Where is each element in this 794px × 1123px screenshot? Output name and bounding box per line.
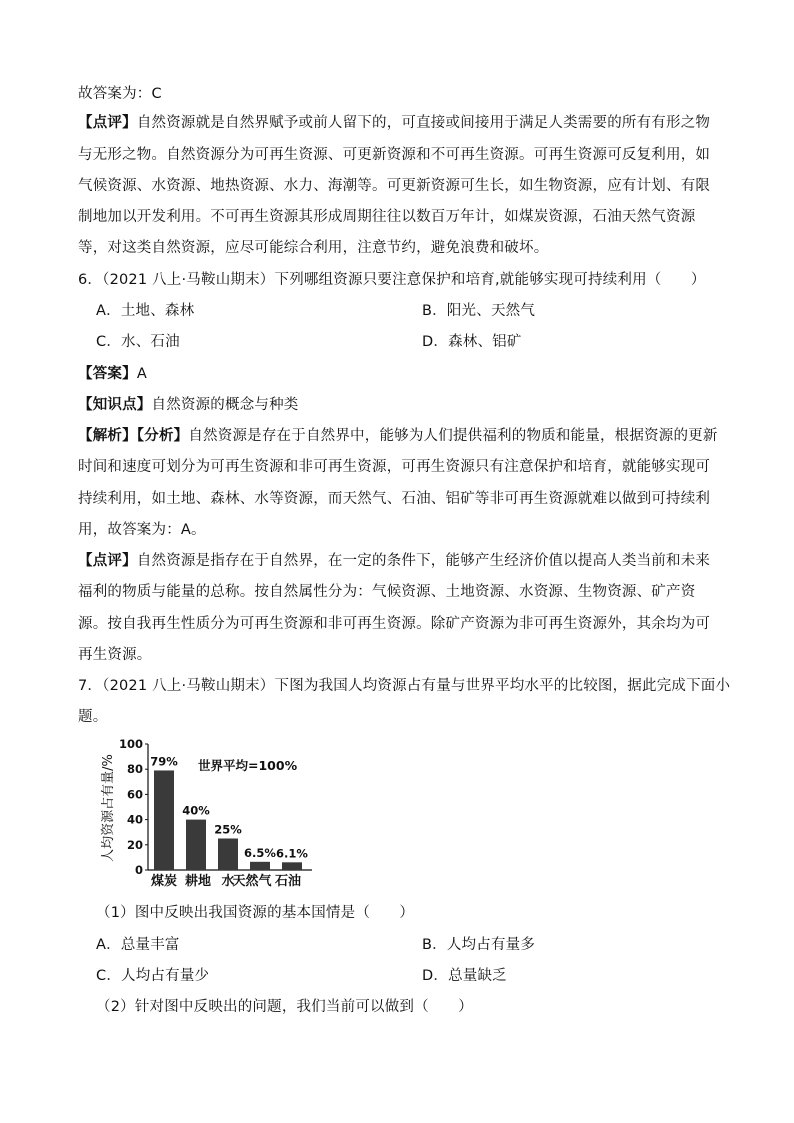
q7-option-c: C．人均占有量少 <box>96 968 210 984</box>
bar-value-label-1: 40% <box>182 803 210 818</box>
bar-2 <box>218 839 238 871</box>
comment-line-2: 与无形之物。自然资源分为可再生资源、可更新资源和不可再生资源。可再生资源可反复利用，如 <box>78 147 711 163</box>
q6-analysis-line-4: 用，故答案为：A。 <box>78 522 206 538</box>
bar-4 <box>282 862 302 870</box>
q6-analysis-line-2: 时间和速度可划分为可再生资源和非可再生资源，可再生资源只有注意保护和培育，就能够实现可 <box>78 459 711 475</box>
q6-comment-line-1: 【点评】自然资源是指存在于自然界，在一定的条件下，能够产生经济价值以提高人类当前和未来 <box>78 553 711 569</box>
bar-value-label-3: 6.5% <box>244 845 276 860</box>
y-tick-label: 80 <box>126 762 143 777</box>
comment-line-3: 气候资源、水资源、地热资源、水力、海潮等。可更新资源可生长，如生物资源，应有计划、有限 <box>78 178 711 194</box>
q7-option-d: D．总量缺乏 <box>422 968 507 984</box>
answer-line: 故答案为：C <box>78 86 162 102</box>
x-category-label-2: 水 <box>221 874 235 888</box>
q6-analysis-line-1: 【解析】【分析】自然资源是存在于自然界中，能够为人们提供福利的物质和能量，根据资源的更新 <box>78 428 718 444</box>
q6-option-a: A．土地、森林 <box>96 303 195 319</box>
question-7-stem-line-2: 题。 <box>78 709 108 725</box>
q6-knowledge-point: 【知识点】自然资源的概念与种类 <box>78 397 299 413</box>
q6-comment-line-2: 福利的物质与能量的总称。按自然属性分为：气候资源、土地资源、水资源、生物资源、矿产资 <box>78 584 696 600</box>
q6-answer: 【答案】A <box>78 366 147 382</box>
q6-options-row-2 <box>96 332 746 352</box>
comment-line-5: 等，对这类自然资源，应尽可能综合利用，注意节约，避免浪费和破坏。 <box>78 240 549 256</box>
y-tick-label: 100 <box>118 737 143 751</box>
q7-sub1-stem: （1）图中反映出我国资源的基本国情是（ ） <box>96 905 415 921</box>
q6-option-c: C．水、石油 <box>96 334 180 350</box>
comment-line-4: 制地加以开发利用。不可再生资源其形成周期往往以数百万年计，如煤炭资源，石油天然气资源 <box>78 209 696 225</box>
y-tick-label: 0 <box>134 863 143 877</box>
resource-bar-chart <box>100 728 330 888</box>
comment-line-1: 【点评】自然资源就是自然界赋予或前人留下的，可直接或间接用于满足人类需要的所有有形之物 <box>78 115 711 131</box>
y-tick-label: 20 <box>126 837 143 852</box>
q7-sub1-options-row-2 <box>96 966 746 986</box>
x-category-label-3: 天然气 <box>232 874 272 888</box>
question-6-stem: 6．（2021 八上·马鞍山期末）下列哪组资源只要注意保护和培育,就能够实现可持续利用（ ） <box>78 272 706 288</box>
q7-sub1-options-row-1 <box>96 935 746 955</box>
q7-option-b: B．人均占有量多 <box>422 937 536 953</box>
q6-option-d: D．森林、铝矿 <box>422 334 522 350</box>
q7-sub2-stem: （2）针对图中反映出的问题，我们当前可以做到（ ） <box>96 999 473 1015</box>
bar-3 <box>250 862 270 870</box>
q7-option-a: A．总量丰富 <box>96 937 180 953</box>
q6-options-row-1 <box>96 301 746 321</box>
comment-tag: 【点评】 <box>78 115 137 131</box>
bar-value-label-2: 25% <box>214 822 242 837</box>
bar-value-label-4: 6.1% <box>276 846 308 861</box>
x-category-label-4: 石油 <box>274 874 302 888</box>
y-tick-label: 40 <box>126 812 143 827</box>
y-axis-label: 人均资源占有量/% <box>101 754 116 862</box>
bar-0 <box>154 770 174 870</box>
y-tick-label: 60 <box>126 787 143 802</box>
chart-annotation: 世界平均=100% <box>198 758 298 773</box>
bar-1 <box>186 820 206 870</box>
q6-option-b: B．阳光、天然气 <box>422 303 536 319</box>
x-category-label-1: 耕地 <box>184 874 212 888</box>
q6-analysis-line-3: 持续利用，如土地、森林、水等资源，而天然气、石油、铝矿等非可再生资源就难以做到可持续利 <box>78 491 711 507</box>
question-7-stem-line-1: 7．（2021 八上·马鞍山期末）下图为我国人均资源占有量与世界平均水平的比较图，据此完成下面小 <box>78 678 731 694</box>
q6-comment-line-3: 源。按自我再生性质分为可再生资源和非可再生资源。除矿产资源为非可再生资源外，其余均为可 <box>78 616 711 632</box>
q6-comment-line-4: 再生资源。 <box>78 647 152 663</box>
x-category-label-0: 煤炭 <box>150 874 178 888</box>
bar-value-label-0: 79% <box>150 754 178 769</box>
